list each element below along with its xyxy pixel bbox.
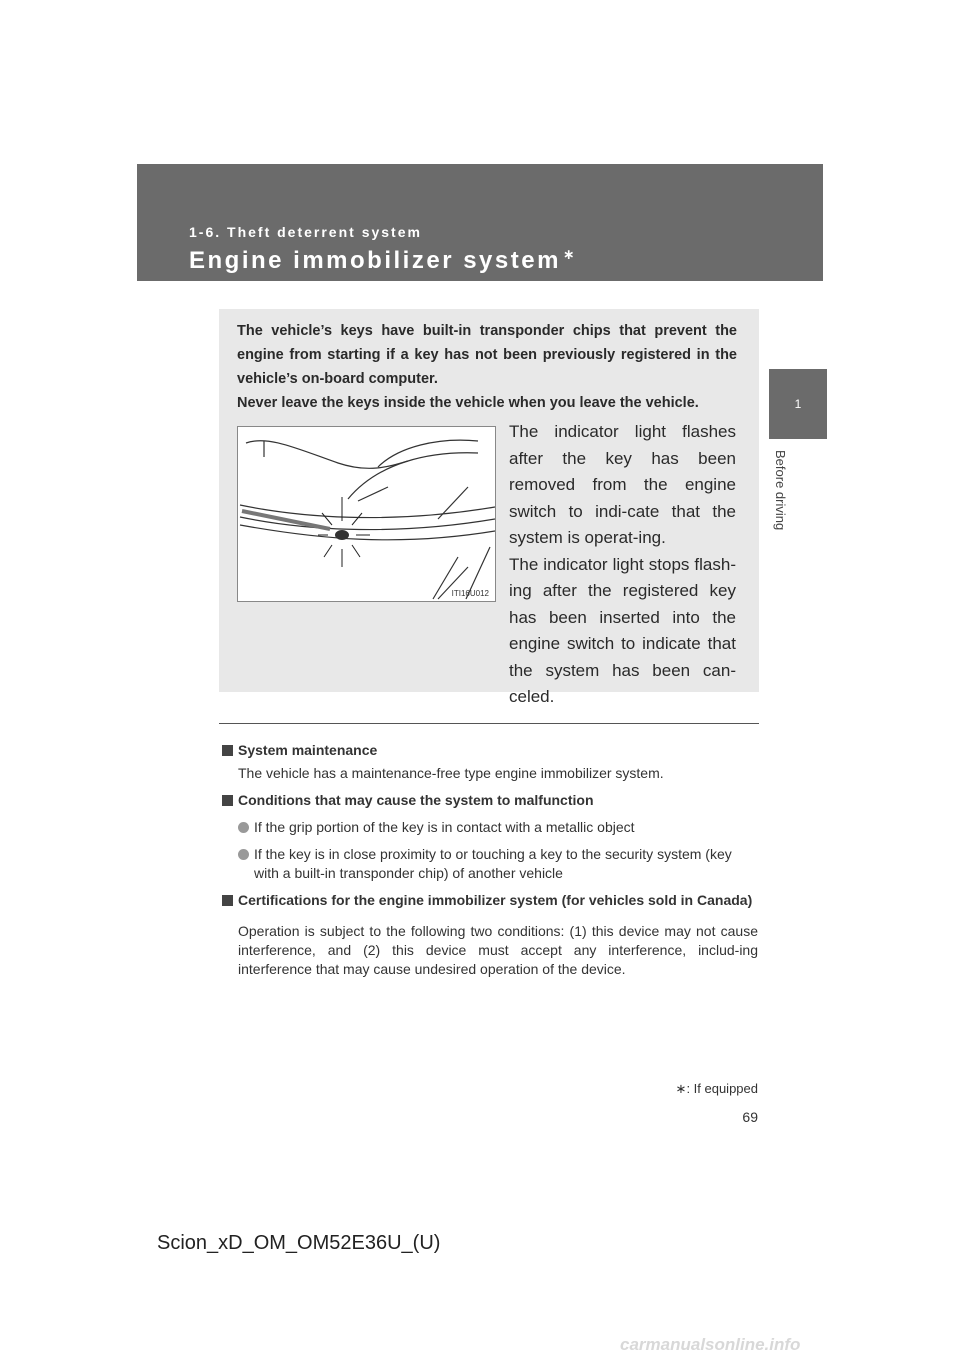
intro-paragraph-1: The vehicle’s keys have built-in transponder chips that prevent the engine from starting if a key has not been previously registered in the vehicle’s on-board computer.: [237, 323, 737, 387]
chapter-label: [770, 450, 800, 560]
condition-text: If the key is in close proximity to or touching a key to the security system (key with a built-in transponder chip) of another vehicle: [254, 846, 732, 881]
conditions-heading: [222, 791, 758, 810]
certifications-text: Operation is subject to the following two conditions: (1) this device may not cause interference, and (2) this device must accept any interference, includ-ing interference that may cause undesired operation of the device.: [238, 923, 758, 977]
maintenance-heading-text: System maintenance: [238, 742, 378, 758]
section-label: 1-6. Theft deterrent system: [189, 224, 422, 240]
header-band: [137, 164, 823, 281]
indicator-text-2: The indicator light stops flash-ing after the registered key has been inserted into the engine switch to indicate that the system has been can-celed.: [509, 554, 736, 706]
footnote: [618, 1081, 758, 1097]
document-code: Scion_xD_OM_OM52E36U_(U): [157, 1232, 441, 1254]
chapter-label-text: Before driving: [773, 450, 788, 531]
chapter-tab: 1: [769, 369, 827, 439]
maintenance-text: The vehicle has a maintenance-free type engine immobilizer system.: [238, 765, 664, 781]
page-title-text: Engine immobilizer system: [189, 247, 561, 274]
maintenance-heading: [222, 741, 758, 760]
indicator-text-1: The indicator light flashes after the key has been removed from the engine switch to indi-cate that the system is operat-ing.: [509, 422, 736, 547]
conditions-heading-text: Conditions that may cause the system to malfunction: [238, 792, 594, 808]
page-number: 69: [742, 1109, 758, 1125]
indicator-description: [509, 419, 736, 711]
condition-text: If the grip portion of the key is in contact with a metallic object: [254, 819, 635, 835]
intro-box: [219, 309, 759, 706]
square-bullet-icon: [222, 895, 233, 906]
square-bullet-icon: [222, 745, 233, 756]
circle-bullet-icon: [238, 849, 249, 860]
page-title: [189, 246, 577, 275]
certifications-heading: [222, 891, 758, 910]
footnote-mark: ∗: [675, 1081, 687, 1096]
circle-bullet-icon: [238, 822, 249, 833]
watermark: carmanualsonline.info: [620, 1335, 801, 1354]
square-bullet-icon: [222, 795, 233, 806]
dashboard-illustration: [237, 426, 496, 602]
intro-bold-text: [237, 319, 737, 415]
footnote-text: : If equipped: [686, 1081, 758, 1096]
notes-section: [222, 741, 758, 979]
condition-item: [222, 845, 758, 883]
divider: [219, 723, 759, 724]
figure-code: ITI16U012: [451, 589, 489, 598]
certifications-heading-text: Certifications for the engine immobilizer system (for vehicles sold in Canada): [238, 892, 753, 908]
asterisk-mark: ∗: [562, 246, 578, 262]
condition-item: [222, 818, 758, 837]
intro-paragraph-2: Never leave the keys inside the vehicle when you leave the vehicle.: [237, 395, 699, 411]
dashboard-drawing: [238, 427, 495, 601]
